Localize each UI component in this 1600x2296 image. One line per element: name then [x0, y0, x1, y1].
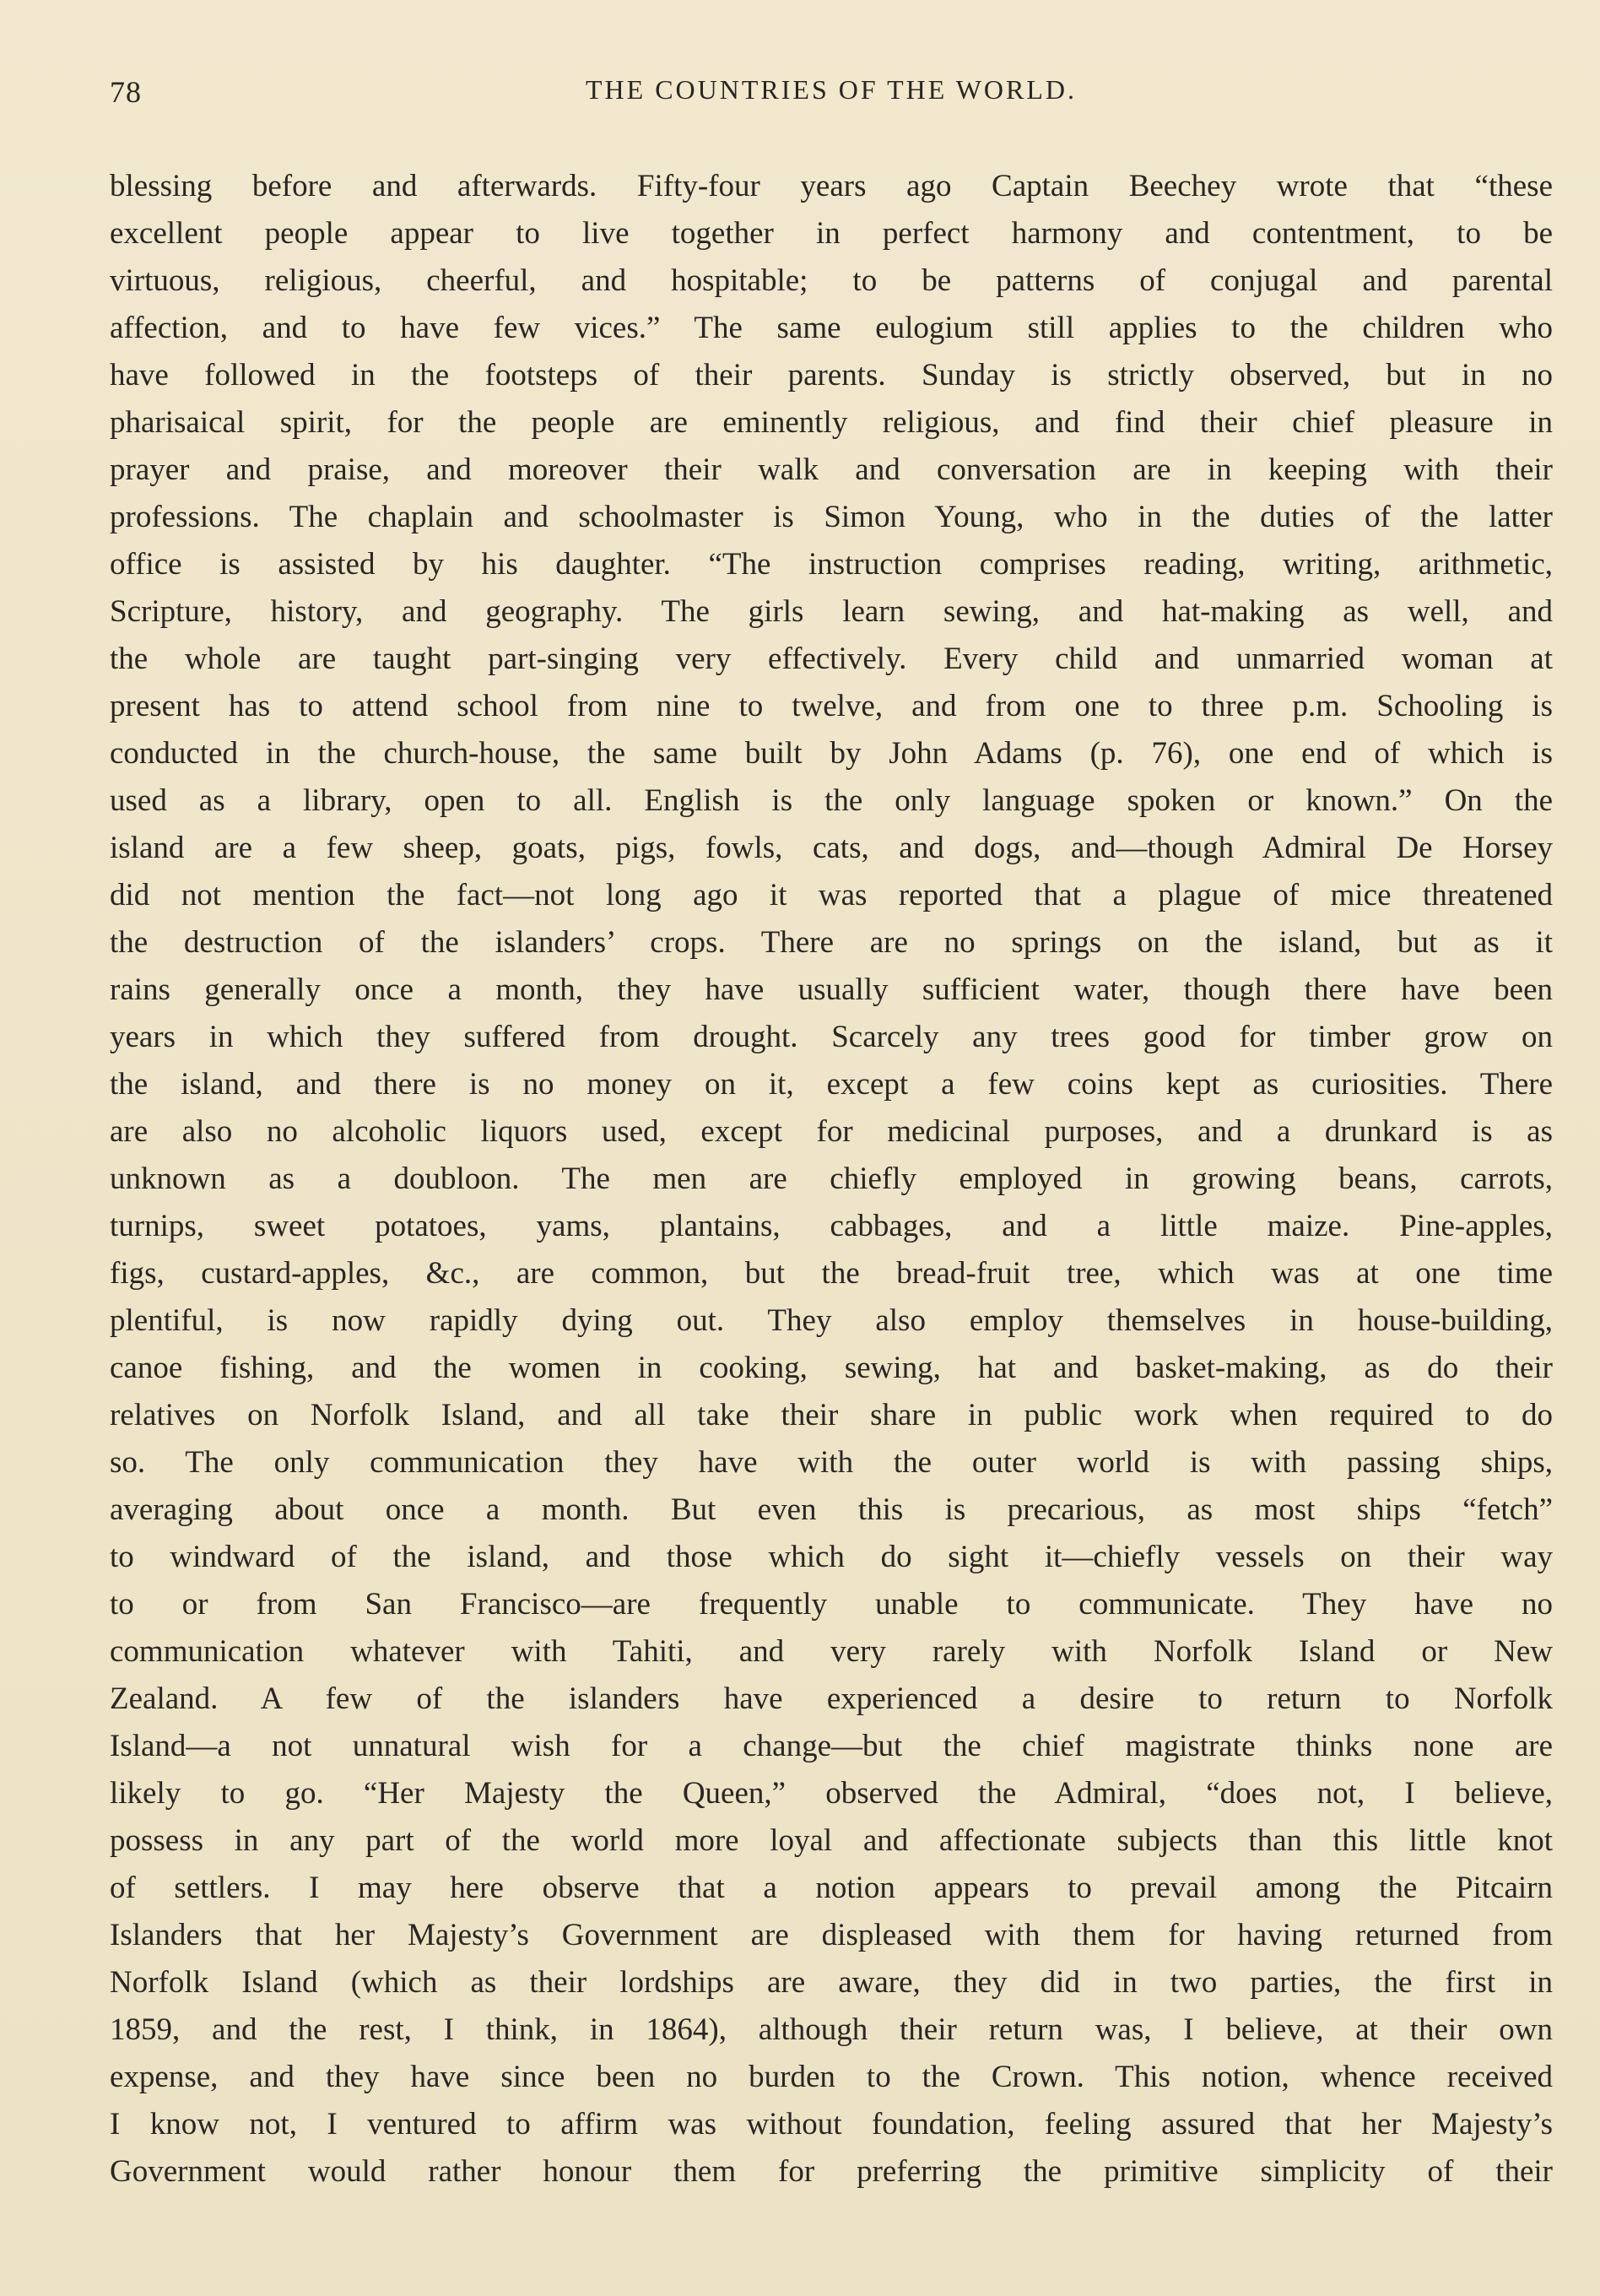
text-line: the destruction of the islanders’ crops. There are no springs on the island, but as it [110, 925, 1553, 960]
text-line: did not mention the fact—not long ago it was reported that a plague of mice threatened [110, 878, 1553, 912]
text-line: of settlers. I may here observe that a notion appears to prevail among the Pitcairn [110, 1871, 1553, 1905]
text-line: the whole are taught part-singing very effectively. Every child and unmarried woman at [110, 642, 1553, 676]
text-line: have followed in the footsteps of their parents. Sunday is strictly observed, but in no [110, 358, 1553, 393]
text-line: so. The only communication they have with the outer world is with passing ships, [110, 1445, 1553, 1480]
text-line: excellent people appear to live together in perfect harmony and contentment, to be [110, 216, 1553, 251]
text-line: Island—a not unnatural wish for a change—but the chief magistrate thinks none are [110, 1729, 1553, 1763]
text-line: plentiful, is now rapidly dying out. They also employ themselves in house-building, [110, 1303, 1553, 1338]
text-line: expense, and they have since been no burden to the Crown. This notion, whence received [110, 2060, 1553, 2094]
text-line: conducted in the church-house, the same built by John Adams (p. 76), one end of which is [110, 736, 1553, 771]
text-line: Norfolk Island (which as their lordships are aware, they did in two parties, the first in [110, 1965, 1553, 2000]
text-line: years in which they suffered from drought. Scarcely any trees good for timber grow on [110, 1020, 1553, 1054]
text-line: 1859, and the rest, I think, in 1864), although their return was, I believe, at their own [110, 2012, 1553, 2047]
text-line: turnips, sweet potatoes, yams, plantains, cabbages, and a little maize. Pine-apples, [110, 1209, 1553, 1243]
text-line: Scripture, history, and geography. The girls learn sewing, and hat-making as well, and [110, 594, 1553, 629]
text-line: to windward of the island, and those which do sight it—chiefly vessels on their way [110, 1540, 1553, 1574]
text-line: canoe fishing, and the women in cooking, sewing, hat and basket-making, as do their [110, 1351, 1553, 1385]
text-line: affection, and to have few vices.” The same eulogium still applies to the children who [110, 311, 1553, 345]
text-line: communication whatever with Tahiti, and very rarely with Norfolk Island or New [110, 1634, 1553, 1669]
text-line: to or from San Francisco—are frequently unable to communicate. They have no [110, 1587, 1553, 1622]
text-line: blessing before and afterwards. Fifty-four years ago Captain Beechey wrote that “these [110, 169, 1553, 203]
text-line: averaging about once a month. But even this is precarious, as most ships “fetch” [110, 1492, 1553, 1527]
text-line: figs, custard-apples, &c., are common, but the bread-fruit tree, which was at one time [110, 1256, 1553, 1291]
page-number: 78 [110, 75, 142, 109]
text-line: present has to attend school from nine to twelve, and from one to three p.m. Schooling is [110, 689, 1553, 723]
text-line: likely to go. “Her Majesty the Queen,” observed the Admiral, “does not, I believe, [110, 1776, 1553, 1811]
text-line: possess in any part of the world more loyal and affectionate subjects than this little knot [110, 1823, 1553, 1858]
text-line: Zealand. A few of the islanders have experienced a desire to return to Norfolk [110, 1681, 1553, 1716]
text-line: virtuous, religious, cheerful, and hospitable; to be patterns of conjugal and parental [110, 263, 1553, 298]
text-line: used as a library, open to all. English is the only language spoken or known.” On the [110, 783, 1553, 818]
text-line: office is assisted by his daughter. “The instruction comprises reading, writing, arithmetic, [110, 547, 1553, 582]
text-line: island are a few sheep, goats, pigs, fowls, cats, and dogs, and—though Admiral De Horsey [110, 831, 1553, 865]
text-line: professions. The chaplain and schoolmaster is Simon Young, who in the duties of the latter [110, 500, 1553, 534]
text-line: Islanders that her Majesty’s Government are displeased with them for having returned from [110, 1918, 1553, 1952]
running-head [110, 74, 1553, 116]
body-text [110, 163, 1553, 2196]
text-line: Government would rather honour them for preferring the primitive simplicity of their [110, 2154, 1553, 2189]
text-line: the island, and there is no money on it, except a few coins kept as curiosities. There [110, 1067, 1553, 1102]
text-line: unknown as a doubloon. The men are chiefly employed in growing beans, carrots, [110, 1162, 1553, 1196]
text-line: prayer and praise, and moreover their walk and conversation are in keeping with their [110, 452, 1553, 487]
text-line: rains generally once a month, they have usually sufficient water, though there have been [110, 972, 1553, 1007]
text-line: relatives on Norfolk Island, and all take their share in public work when required to do [110, 1398, 1553, 1432]
text-line: pharisaical spirit, for the people are eminently religious, and find their chief pleasure in [110, 405, 1553, 440]
text-line: are also no alcoholic liquors used, except for medicinal purposes, and a drunkard is as [110, 1114, 1553, 1149]
running-title: THE COUNTRIES OF THE WORLD. [585, 74, 1078, 105]
text-line: I know not, I ventured to affirm was without foundation, feeling assured that her Majesty’s [110, 2107, 1553, 2142]
